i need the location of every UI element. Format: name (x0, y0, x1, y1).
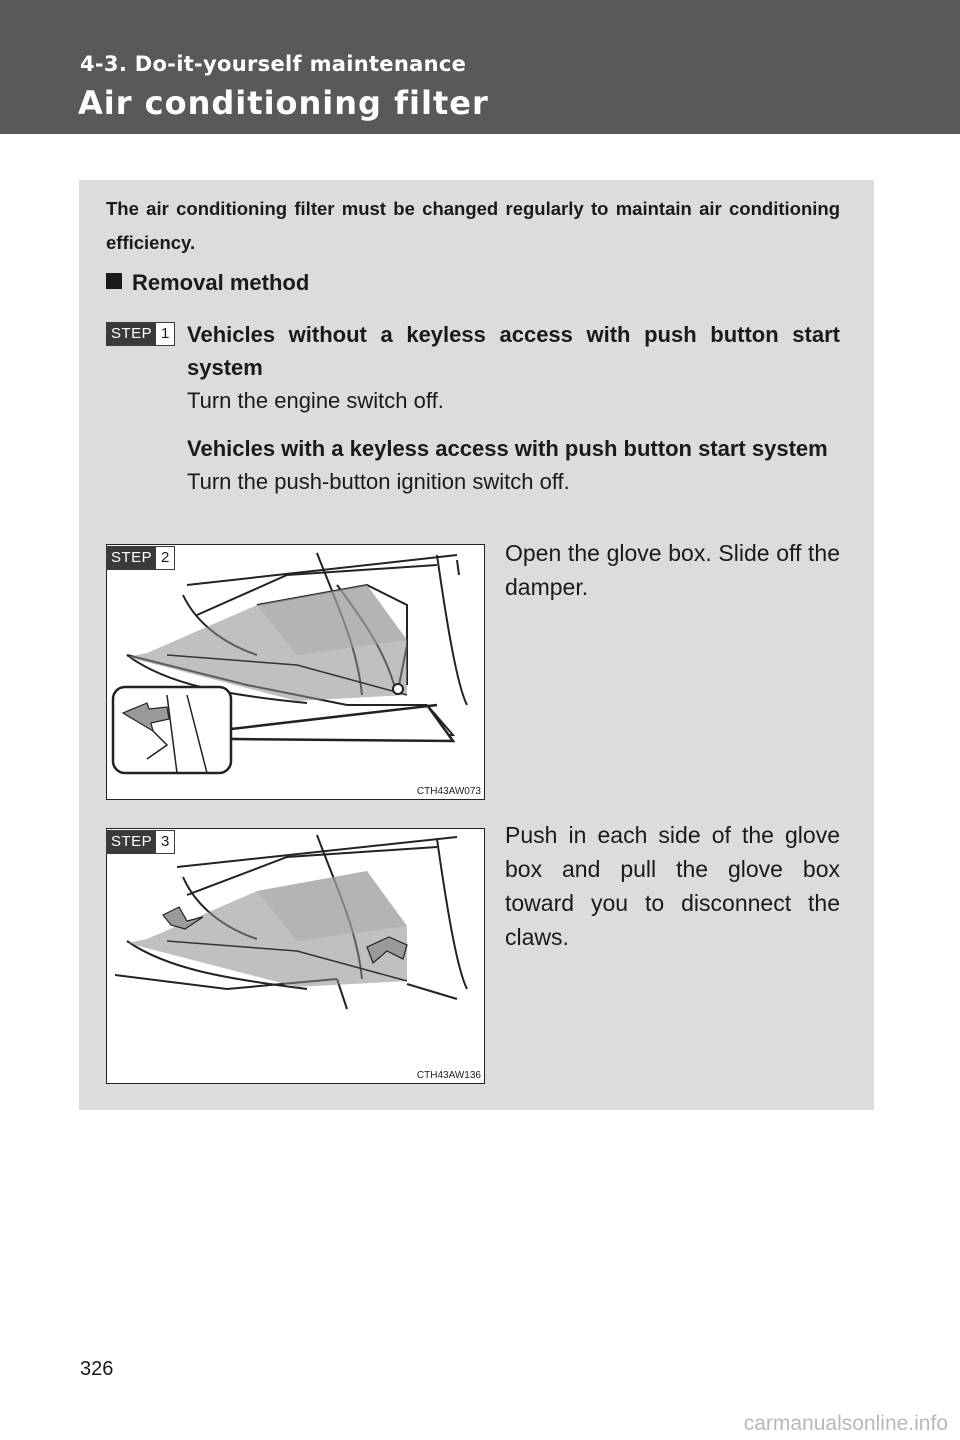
glove-box-damper-illustration (107, 545, 484, 799)
step-1-heading-a: Vehicles without a keyless access with push button start system (187, 322, 840, 380)
step-3-badge: STEP 3 (106, 830, 175, 854)
section-title: 4-3. Do-it-yourself maintenance (80, 52, 467, 76)
step-1-content (187, 318, 840, 416)
page-title: Air conditioning filter (78, 84, 489, 122)
step-1-heading-b: Vehicles with a keyless access with push button start system (187, 436, 828, 461)
intro-text: The air conditioning filter must be changed regularly to maintain air conditioning efficiency. (106, 198, 840, 253)
figure-code: CTH43AW136 (416, 1070, 481, 1081)
step-2-badge: STEP 2 (106, 546, 175, 570)
square-bullet-icon (106, 273, 122, 289)
step-2-text: Open the glove box. Slide off the damper. (505, 540, 840, 600)
step-1-text-a: Turn the engine switch off. (187, 388, 444, 413)
watermark: carmanualsonline.info (743, 1412, 948, 1435)
step-1-content-b (187, 432, 840, 497)
page-number: 326 (80, 1358, 114, 1380)
glove-box-claws-illustration (107, 829, 484, 1083)
subheading-label: Removal method (132, 270, 310, 295)
step-1-text-b: Turn the push-button ignition switch off. (187, 469, 570, 494)
step-1-badge: STEP 1 (106, 322, 175, 346)
step-2-figure (106, 544, 485, 800)
figure-code: CTH43AW073 (416, 786, 481, 797)
subheading (106, 270, 309, 296)
step-3-figure (106, 828, 485, 1084)
step-3-text: Push in each side of the glove box and pull the glove box toward you to disconnect the claws. (505, 822, 840, 950)
page-header (0, 0, 960, 134)
